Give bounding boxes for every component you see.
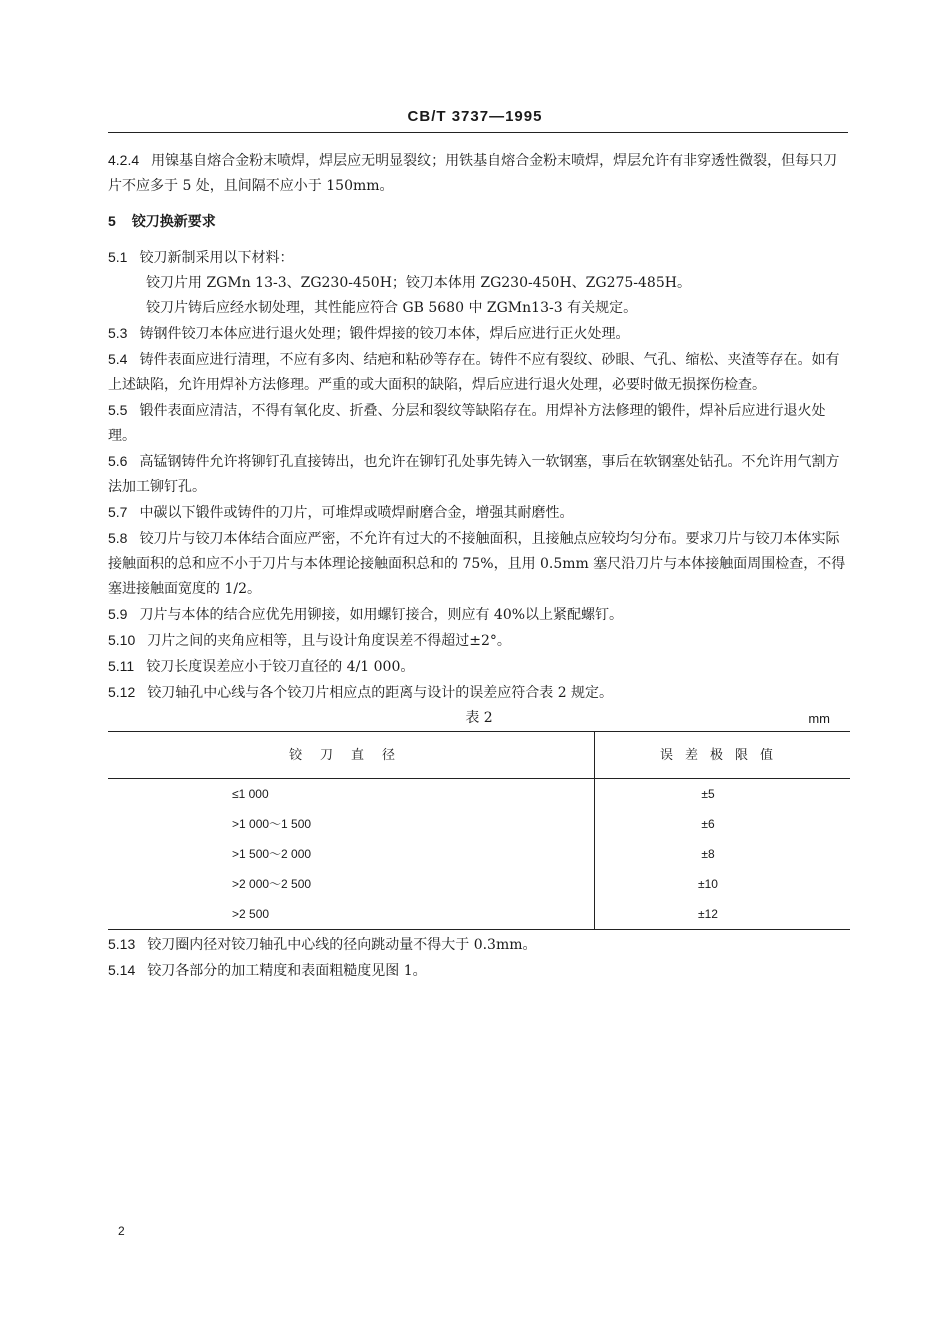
clause-5-6 [108, 449, 850, 500]
document-header: CB/T 3737—1995 [407, 108, 543, 125]
table-row [108, 779, 850, 810]
tolerance-cell: ±5 [701, 786, 715, 801]
clause-5-1 [108, 245, 850, 271]
clause-5-9 [108, 602, 850, 628]
diameter-cell: >2 000～2 500 [108, 869, 595, 899]
clause-text: 铰刀长度误差应小于铰刀直径的 4/1 000。 [146, 659, 415, 675]
table-row [108, 809, 850, 839]
clause-5-10 [108, 628, 850, 654]
clause-5-4 [108, 347, 850, 398]
clause-5-13 [108, 932, 850, 958]
tolerance-table [108, 731, 850, 930]
clause-number: 5.1 [108, 249, 128, 265]
clause-5-11 [108, 654, 850, 680]
clause-5-14 [108, 958, 850, 984]
clause-number: 5.3 [108, 325, 128, 341]
tolerance-cell: ±6 [701, 816, 715, 831]
column-header-diameter: 铰刀直径 [108, 732, 595, 779]
clause-number: 5.5 [108, 402, 128, 418]
tolerance-cell: ±8 [701, 846, 715, 861]
header-rule [108, 132, 848, 133]
diameter-cell: >2 500 [108, 899, 595, 930]
document-body [108, 148, 850, 984]
section-5-heading [108, 209, 850, 235]
clause-number: 5.4 [108, 351, 128, 367]
clause-text: 铰刀圈内径对铰刀轴孔中心线的径向跳动量不得大于 0.3mm。 [147, 937, 537, 953]
section-number: 5 [108, 213, 116, 229]
tolerance-cell: ±10 [698, 876, 718, 891]
clause-5-5 [108, 398, 850, 449]
clause-number: 5.8 [108, 530, 128, 546]
clause-5-1-materials: 铰刀片用 ZGMn 13-3、ZG230-450H；铰刀本体用 ZG230-450H、ZG275-485H。 [146, 275, 691, 291]
table-row [108, 839, 850, 869]
clause-text: 铰刀新制采用以下材料： [139, 250, 294, 266]
clause-text: 高锰钢铸件允许将铆钉孔直接铸出，也允许在铆钉孔处事先铸入一软钢塞，事后在软钢塞处钻孔。不允许用气割方法加工铆钉孔。 [108, 454, 840, 495]
clause-number: 4.2.4 [108, 152, 140, 168]
clause-text: 用镍基自熔合金粉末喷焊，焊层应无明显裂纹；用铁基自熔合金粉末喷焊，焊层允许有非穿透性微裂，但每只刀片不应多于 5 处，且间隔不应小于 150mm。 [108, 153, 838, 194]
clause-number: 5.13 [108, 936, 136, 952]
table-row [108, 899, 850, 930]
clause-5-8 [108, 526, 850, 602]
clause-text: 铰刀轴孔中心线与各个铰刀片相应点的距离与设计的误差应符合表 2 规定。 [147, 685, 614, 701]
section-title: 铰刀换新要求 [131, 214, 216, 230]
diameter-cell: >1 500～2 000 [108, 839, 595, 869]
clause-text: 刀片与本体的结合应优先用铆接，如用螺钉接合，则应有 40%以上紧配螺钉。 [139, 607, 624, 623]
table-header-row [108, 732, 850, 779]
diameter-cell: ≤1 000 [108, 779, 595, 810]
clause-number: 5.6 [108, 453, 128, 469]
clause-number: 5.14 [108, 962, 136, 978]
clause-text: 铰刀各部分的加工精度和表面粗糙度见图 1。 [147, 963, 427, 979]
clause-5-12 [108, 680, 850, 706]
clause-number: 5.12 [108, 684, 136, 700]
clause-text: 铸件表面应进行清理，不应有多肉、结疤和粘砂等存在。铸件不应有裂纹、砂眼、气孔、缩松、夹渣等存在。如有上述缺陷，允许用焊补方法修理。严重的或大面积的缺陷，焊后应进行退火处理，必要时做无损探伤检查。 [108, 352, 840, 393]
clause-text: 铰刀片与铰刀本体结合面应严密，不允许有过大的不接触面积，且接触点应较均匀分布。要求刀片与铰刀本体实际接触面积的总和应不小于刀片与本体理论接触面积总和的 75%，且用 0.5mm 塞尺沿刀片与本体接触面周围检查，不得塞进接触面宽度的 1/2。 [108, 531, 846, 597]
clause-4-2-4 [108, 148, 850, 199]
clause-5-1-treatment: 铰刀片铸后应经水韧处理，其性能应符合 GB 5680 中 ZGMn13-3 有关规定。 [146, 300, 638, 316]
diameter-cell: >1 000～1 500 [108, 809, 595, 839]
column-header-tolerance: 误差极限值 [595, 732, 851, 779]
clause-text: 中碳以下锻件或铸件的刀片，可堆焊或喷焊耐磨合金，增强其耐磨性。 [139, 505, 574, 521]
clause-number: 5.7 [108, 504, 128, 520]
table-2-caption [108, 706, 850, 731]
table-unit: mm [808, 711, 830, 726]
table-row [108, 869, 850, 899]
clause-text: 锻件表面应清洁，不得有氧化皮、折叠、分层和裂纹等缺陷存在。用焊补方法修理的锻件，焊补后应进行退火处理。 [108, 403, 826, 444]
page-number: 2 [118, 1224, 125, 1238]
clause-5-3 [108, 321, 850, 347]
clause-number: 5.10 [108, 632, 136, 648]
clause-text: 铸钢件铰刀本体应进行退火处理；锻件焊接的铰刀本体，焊后应进行正火处理。 [139, 326, 630, 342]
clause-number: 5.9 [108, 606, 128, 622]
clause-5-7 [108, 500, 850, 526]
table-title: 表 2 [465, 710, 493, 726]
tolerance-cell: ±12 [698, 906, 718, 921]
clause-text: 刀片之间的夹角应相等，且与设计角度误差不得超过±2°。 [147, 633, 511, 649]
clause-number: 5.11 [108, 658, 135, 674]
